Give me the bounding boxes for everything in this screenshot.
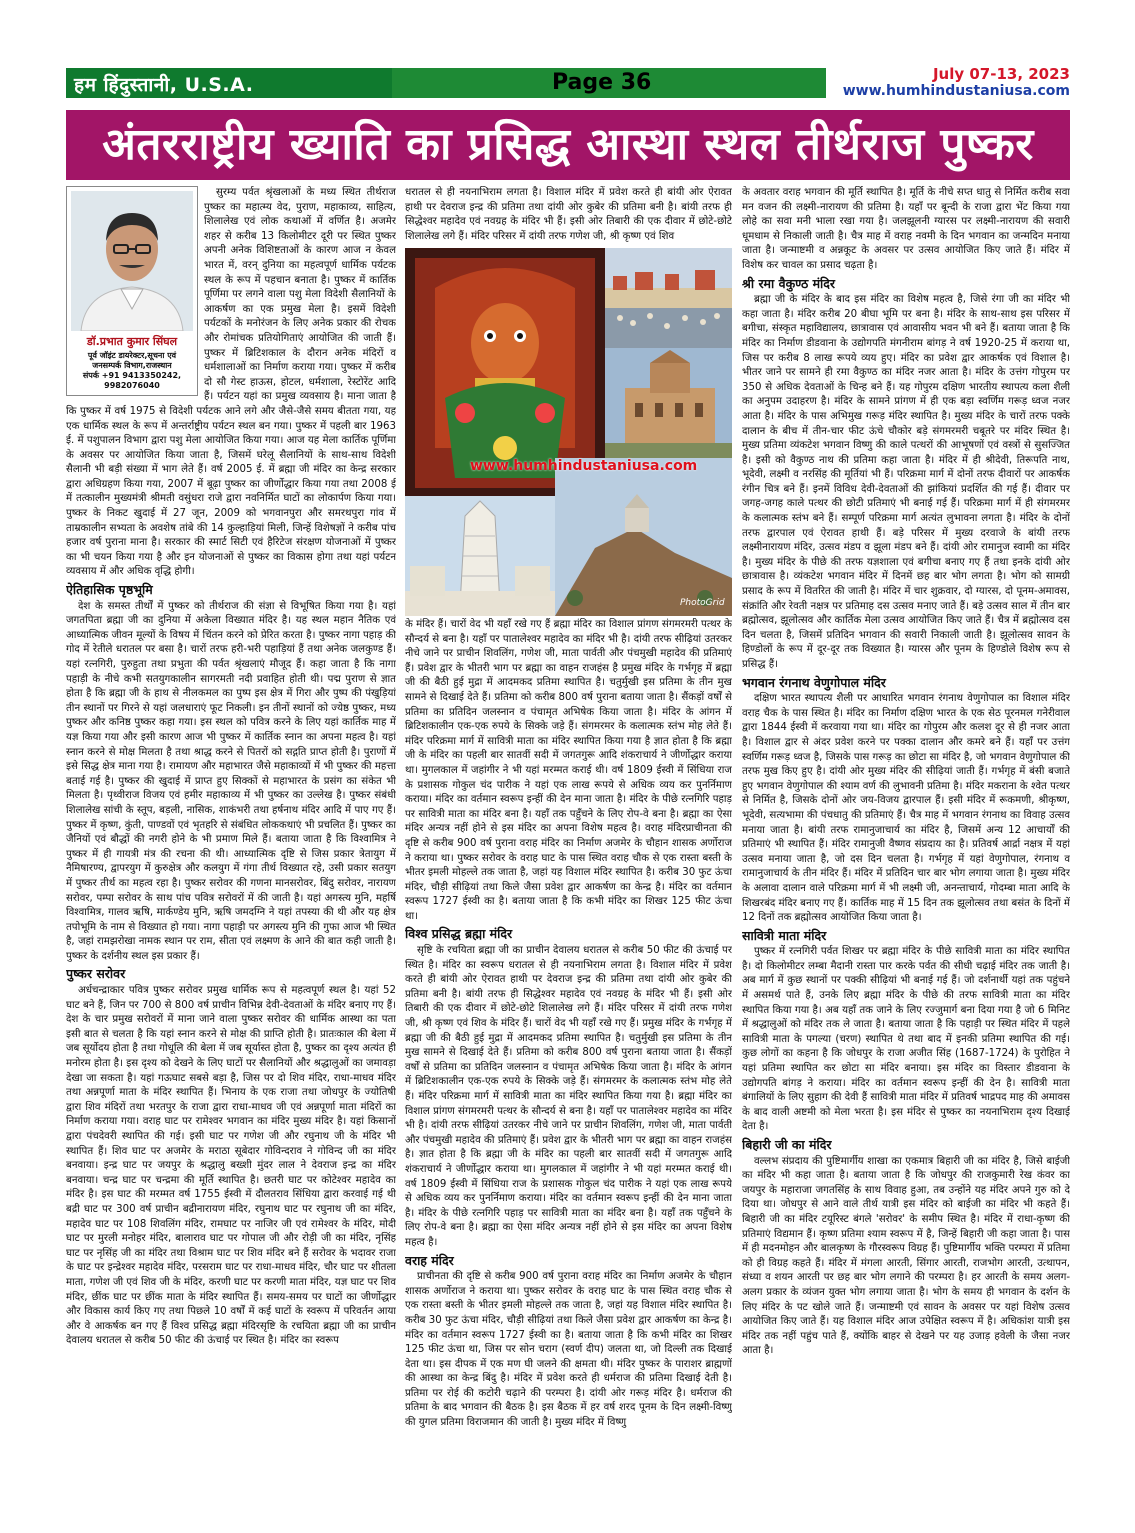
author-box [66, 186, 198, 396]
history-paragraph: देश के समस्त तीर्थों में पुष्कर को तीर्थराज की संज्ञा से विभूषित किया गया है। यहां जगतपिता ब्रह्मा जी का दुनिया में अकेला विख्यात मंदिर है। यह स्थल महान नैतिक एवं आध्यात्मिक जीवन मूल्यों के विषय में चिंतन करने को प्रेरित करता है। पुष्कर नागा पहाड़ की गोद में रेतीले धरातल पर बसा है। चारों तरफ हरी-भरी पहाड़ियां हैं तथा अनेक जलकुण्ड हैं। यहां रत्नगिरी, पुरुहुता तथा प्रभुता की पर्वत श्रृंखलाएं मौजूद हैं। कहा जाता है कि नागा पहाड़ी के नीचे कभी सतयुगकालीन सागरमती नदी प्रवाहित होती थी। पद्म पुराण से ज्ञात होता है कि ब्रह्मा जी के हाथ से नीलकमल का पुष्प इस क्षेत्र में गिरा और पुष्प की पंखुड़ियां तीन स्थानों पर गिरने से यहां जलधाराएं फूट निकली। इन तीनों स्थानों को ज्येष्ठ पुष्कर, मध्य पुष्कर और कनिष्ठ पुष्कर कहा गया। इस स्थल को पवित्र करने के लिए यहां कार्तिक माह में यज्ञ किया गया और इसी कारण आज भी पुष्कर में कार्तिक स्नान का अपना महत्व है। यहां स्नान करने से मोक्ष मिलता है तथा श्राद्ध करने से पितरों को सद्गति प्राप्त होती है। पुराणों में इसे सिद्ध क्षेत्र माना गया है। रामायण और महाभारत जैसे महाकाव्यों में भी पुष्कर की महत्ता बताई गई है। पुष्कर की खुदाई में प्राप्त हुए सिक्कों से महाभारत के प्रसंग का संकेत भी मिलता है। पृथ्वीराज विजय एवं हमीर महाकाव्य में भी पुष्कर का उल्लेख है। पुष्कर संबंधी शिलालेख सांची के स्तूप, बड़ली, नासिक, शाकंभरी तथा हर्षनाथ मंदिर आदि में पाए गए हैं। पुष्कर में कृष्ण, कुंती, पाण्डवों एवं भृतहरि से संबंधित लोककथाएं भी प्रचलित हैं। पुष्कर का जैनियों एवं बौद्धों की नगरी होने के भी प्रमाण मिले हैं। बताया जाता है कि विश्वामित्र ने पुष्कर में ही गायत्री मंत्र की रचना की थी। आध्यात्मिक दृष्टि से जिस प्रकार त्रेतायुग में नैमिषारण्य, द्वापरयुग में कुरुक्षेत्र और कलयुग में गंगा तीर्थ विख्यात रहे, उसी प्रकार सतयुग में पुष्कर तीर्थ का महत्व रहा है। पुष्कर सरोवर की गणना मानसरोवर, बिंदु सरोवर, नारायण सरोवर, पम्पा सरोवर के साथ पांच पवित्र सरोवरों में की जाती है। यहां अगस्त्य मुनि, महर्षि विश्वामित्र, गालव ऋषि, मार्कण्डेय मुनि, ऋषि जमदग्नि ने यहां तपस्या की थी और यह क्षेत्र तपोभूमि के नाम से विख्यात हो गया। नागा पहाड़ी पर अगस्त्य मुनि की गुफा आज भी स्थित है, जहां रामझरोखा नामक स्थान पर राम, सीता एवं लक्ष्मण के आने की बात कही जाती है। पुष्कर के दर्शनीय स्थल इस प्रकार हैं। [66, 600, 396, 962]
author-photo [71, 191, 193, 331]
subhead-savitri: सावित्री माता मंदिर [742, 927, 827, 943]
column-3-paragraph-0: के अवतार वराह भगवान की मूर्ति स्थापित है। मूर्ति के नीचे सप्त धातु से निर्मित करीब सवा मन वजन की लक्ष्मी-नारायण की प्रतिमा है। यहाँ पर बून्दी के राजा द्वारा भेंट किया गया लोहे का सवा मनी भाला रखा गया है। जलझूलनी ग्यारस पर लक्ष्मी-नारायण की सवारी धूमधाम से निकाली जाती है। चैत्र माह में वराह नवमी के दिन भगवान का जन्मदिन मनाया जाता है। जन्माष्टमी व अन्नकूट के अवसर पर उत्सव आयोजित किए जाते हैं। मंदिर में विशेष कर चावल का प्रसाद चढ़ता है। [742, 187, 1070, 271]
intro-paragraph: सुरम्य पर्वत श्रृंखलाओं के मध्य स्थित तीर्थराज पुष्कर का महात्म्य वेद, पुराण, महाकाव्य, साहित्य, शिलालेख एवं लोक कथाओं में वर्णित है। अजमेर शहर से करीब 13 किलोमीटर दूरी पर स्थित पुष्कर अपनी अनेक विशिष्टताओं के कारण आज न केवल भारत में, वरन् दुनिया का महत्वपूर्ण धार्मिक पर्यटक स्थल के रूप में पहचान बनाता है। पुष्कर में कार्तिक पूर्णिमा पर लगने वाला पशु मेला विदेशी सैलानियों के आकर्षण का एक प्रमुख मेला है। इसमें विदेशी पर्यटकों के मनोरंजन के लिए अनेक प्रकार की रोचक और रोमांचक प्रतियोगिताएं आयोजित की जाती हैं। पुष्कर में ब्रिटिशकाल के दौरान अनेक मंदिरों व धर्मशालाओं का निर्माण कराया गया। पुष्कर में करीब दो सौ गेस्ट हाऊस, होटल, धर्मशाला, रेस्टोरेंट आदि हैं। पर्यटन यहां का प्रमुख व्यवसाय है। माना जाता है कि पुष्कर में वर्ष 1975 से विदेशी पर्यटक आने लगे और जैसे-जैसे समय बीतता गया, यह एक धार्मिक स्थल के रूप में अन्तर्राष्ट्रीय पर्यटन स्थल बन गया। पुष्कर में पहली बार 1963 ई. में पशुपालन विभाग द्वारा पशु मेला आयोजित किया गया। आज यह मेला कार्तिक पूर्णिमा के अवसर पर आयोजित किया जाता है, जिसमें घरेलू सैलानियों के साथ-साथ विदेशी सैलानी भी बड़ी संख्या में भाग लेते हैं। वर्ष 2005 ई. में ब्रह्मा जी मंदिर का केन्द्र सरकार द्वारा अधिग्रहण किया गया, 2007 में बूढ़ा पुष्कर का जीर्णोद्धार किया गया तथा 2008 ई में तत्कालीन मुख्यमंत्री श्रीमती वसुंधरा राजे द्वारा नवनिर्मित घाटों का लोकार्पण किया गया। पुष्कर के निकट खुदाई में 27 जून, 2009 को भगवानपुरा और समरथपुरा गांव में ताम्रकालीन सभ्यता के अवशेष तांबे की 14 कुल्हाड़ियां मिली, जिन्हें विशेषज्ञों ने करीब पांच हजार वर्ष पुराना माना है। सरकार की स्मार्ट सिटी एवं हैरिटेज संरक्षण योजनाओं में पुष्कर का भी चयन किया गया है और इन योजनाओं से पुष्कर का विकास होगा तथा यहां पर्यटन व्यवसाय में और अधिक वृद्धि होगी। [66, 187, 396, 578]
author-role-line-2: जनसम्पर्क विभाग,राजस्थान [92, 361, 172, 370]
article-column-2 [405, 618, 732, 1476]
author-role-line-1: पूर्व जॉइंट डायरेक्टर,सूचना एवं [87, 351, 177, 360]
column-2-top-paragraph: धरातल से ही नयनाभिराम लगता है। विशाल मंदिर में प्रवेश करते ही बांयी ओर ऐरावत हाथी पर देवराज इन्द्र की प्रतिमा तथा दांयी ओर कुबेर की प्रतिमा बनी है। बांयी तरफ ही सिद्धेश्वर महादेव एवं नवग्रह के मंदिर भी हैं। इसी ओर तिबारी की एक दीवार में छोटे-छोटे शिलालेख लगे हैं। मंदिर परिसर में दांयी तरफ गणेश जी, श्री कृष्ण एवं शिव [405, 187, 732, 242]
hill-temple-photo [555, 458, 732, 616]
varah-temple-paragraph: प्राचीनता की दृष्टि से करीब 900 वर्ष पुराना वराह मंदिर का निर्माण अजमेर के चौहान शासक अर्णोराज ने कराया था। पुष्कर सरोवर के वराह घाट के पास स्थित वराह चौक से एक रास्ता बस्ती के भीतर इमली मोहल्ले तक जाता है, जहां यह विशाल मंदिर स्थापित है। करीब 30 फुट ऊंचा मंदिर, चौड़ी सीढ़ियां तथा किले जैसा प्रवेश द्वार आकर्षण का केन्द्र है। मंदिर का वर्तमान स्वरूप 1727 ईस्वी का है। बताया जाता है कि कभी मंदिर का शिखर 125 फीट ऊंचा था, जिस पर सोन चराग (स्वर्ण दीप) जलता था, जो दिल्ली तक दिखाई देता था। इस दीपक में एक मण घी जलने की क्षमता थी। मंदिर पुष्कर के पाराशर ब्राह्मणों की आस्था का केन्द्र बिंदु है। मंदिर में प्रवेश करते ही धर्मराज की प्रतिमा दिखाई देती है। प्रतिमा पर रोई की कटोरी चढ़ाने की परम्परा है। दांयी ओर गरूड़ मंदिर है। धर्मराज की प्रतिमा के बाद भगवान की बैठक है। इस बैठक में हर वर्ष शरद पूनम के दिन लक्ष्मी-विष्णु की युगल प्रतिमा विराजमान की जाती है। मुख्य मंदिर में विष्णु [405, 1271, 732, 1429]
photo-credit: PhotoGrid [680, 598, 725, 608]
top-strip [66, 66, 1070, 100]
date-block [830, 66, 1070, 99]
subhead-sarovar: पुष्कर सरोवर [66, 966, 126, 982]
article-column-2-top [405, 186, 732, 242]
article-column-3 [742, 186, 1070, 1476]
subhead-rangnath: भगवान रंगनाथ वेणुगोपाल मंदिर [742, 674, 886, 690]
rangnath-paragraph: दक्षिण भारत स्थापत्य शैली पर आधारित भगवान रंगनाथ वेणुगोपाल का विशाल मंदिर वराह चैक के पास स्थित है। मंदिर का निर्माण दक्षिण भारत के एक सेठ पूरनमल गनेरीवाल द्वारा 1844 ईस्वी में करवाया गया था। मंदिर का गोपुरम और कलश दूर से ही नजर आता है। विशाल द्वार से अंदर प्रवेश करने पर पक्का दालान और कमरे बने हैं। यहाँ पर उत्तंग स्वर्णिम गरूड़ ध्वज है, जिसके पास गरूड़ का छोटा सा मंदिर है, जो भगवान वेणुगोपाल की तरफ मुख किए हुए है। दांयी ओर मुख्य मंदिर की सीढ़ियां जाती हैं। गर्भगृह में बंसी बजाते हुए भगवान वेणुगोपाल की श्याम वर्ण की लुभावनी प्रतिमा है। मंदिर मकराना के श्वेत पत्थर से निर्मित है, जिसके दोनों ओर जय-विजय द्वारपाल हैं। इसी मंदिर में रूकमणी, श्रीकृष्ण, भूदेवी, सत्यभामा की पंचधातु की प्रतिमाएं हैं। चैत्र माह में भगवान रंगनाथ का विवाह उत्सव मनाया जाता है। बांयी तरफ रामानुजाचार्य का मंदिर है, जिसमें अन्य 12 आचार्यों की प्रतिमाएं भी स्थापित हैं। मंदिर रामानुजी वैष्णव संप्रदाय का है। प्रतिवर्ष आर्द्रा नक्षत्र में यहां उत्सव मनाया जाता है, जो दस दिन चलता है। गर्भगृह में यहां वेणुगोपाल, रंगनाथ व रामानुजाचार्य के तीन मंदिर हैं। मंदिर में प्रतिदिन चार बार भोग लगाया जाता है। मुख्य मंदिर के अलावा दालान वाले परिक्रमा मार्ग में भी लक्ष्मी जी, अनन्ताचार्य, गोदम्बा माता आदि के शिखरबंद मंदिर बनाए गए हैं। कार्तिक माह में 15 दिन तक झूलोत्सव तथा बसंत के दिनों में 12 दिनों तक ब्रह्मोत्सव आयोजित किया जाता है। [742, 693, 1070, 924]
collage-watermark: www.humhindustaniusa.com [470, 458, 698, 474]
author-name: डॉ.प्रभात कुमार सिंघल [86, 335, 178, 348]
article-column-1 [66, 186, 396, 1476]
issue-date: July 07-13, 2023 [932, 65, 1070, 83]
photo-collage [405, 248, 732, 616]
headline: अंतरराष्ट्रीय ख्याति का प्रसिद्ध आस्था स्थल तीर्थराज पुष्कर [66, 110, 1070, 180]
author-contact: संपर्क +91 9413350242, 9982076040 [82, 371, 182, 390]
subhead-rama-vaikunth: श्री रमा वैकुण्ठ मंदिर [742, 275, 836, 291]
ghat-crowd-photo [605, 248, 732, 348]
subhead-history: ऐतिहासिक पृष्ठभूमि [66, 582, 153, 598]
temple-building-photo [605, 348, 732, 458]
rama-vaikunth-paragraph: ब्रह्मा जी के मंदिर के बाद इस मंदिर का विशेष महत्व है, जिसे रंगा जी का मंदिर भी कहा जाता है। मंदिर करीब 20 बीघा भूमि पर बना है। मंदिर के साथ-साथ इस परिसर में बगीचा, संस्कृत महाविद्यालय, छात्रावास एवं आवासीय भवन भी बने हैं। बताया जाता है कि मंदिर का निर्माण डीडवाना के उद्योगपति मंगनीराम बांगड़ ने वर्ष 1920-25 में कराया था, जिस पर करीब 8 लाख रूपये व्यय हुए। मंदिर का प्रवेश द्वार आकर्षक एवं विशाल है। भीतर जाने पर सामने ही रमा वैकुण्ठ का मंदिर नजर आता है। मंदिर के उत्तंग गोपुरम पर 350 से अधिक देवताओं के चिन्ह बने हैं। यह गोपुरम दक्षिण भारतीय स्थापत्य कला शैली का अनुपम उदाहरण है। मंदिर के सामने प्रांगण में ही एक बड़ा स्वर्णिम गरूड़ ध्वज नजर आता है। मंदिर के पास अभिमुख गरूड़ मंदिर स्थापित है। मुख्य मंदिर के चारों तरफ पक्के दालान के बीच में तीन-चार फीट ऊंचे चौकोर बड़े संगमरमरी चबूतरे पर मंदिर स्थित है। मुख्य प्रतिमा व्यंकटेश भगवान विष्णु की काले पत्थरों की आभूषणों एवं वस्त्रों से सुसज्जित है। इसी को वैकुण्ठ नाथ की प्रतिमा कहा जाता है। मंदिर में ही श्रीदेवी, तिरूपति नाथ, भूदेवी, लक्ष्मी व नरसिंह की मूर्तियां भी हैं। परिक्रमा मार्ग में दोनों तरफ दीवारों पर आकर्षक रंगीन चित्र बने हैं। इनमें विविध देवी-देवताओं की झांकियां प्रदर्शित की गई हैं। दीवार पर जगह-जगह काले पत्थर की छोटी प्रतिमाएं भी बनाई गई हैं। परिक्रमा मार्ग में ही संगमरमर के कलात्मक स्तंभ बने हैं। सम्पूर्ण परिक्रमा मार्ग अत्यंत लुभावना लगता है। मंदिर के दोनों तरफ द्वारपाल एवं ऐरावत हाथी हैं। बड़े परिसर में मुख्य दरवाजे के बांयी तरफ लक्ष्मीनारायण मंदिर, उत्सव मंडप व झूला मंडप बने हैं। दांयी ओर रामानुज स्वामी का मंदिर है। मुख्य मंदिर के पीछे की तरफ यज्ञशाला एवं बगीचा बनाए गए हैं तथा इनके दांयी ओर छात्रावास है। व्यंकटेश भगवान मंदिर में दिनमें छह बार भोग लगता है। भोग को सामग्री प्रसाद के रूप में वितरित की जाती है। मंदिर में चार शुक्रवार, दो ग्यारस, दो पूनम-अमावस, संक्रांति और रेवती नक्षत्र पर प्रतिमाह दस उत्सव मनाए जाते हैं। बड़े उत्सव साल में तीन बार ब्रह्मोत्सव, झूलोत्सव और कार्तिक मेला उत्सव आयोजित किए जाते हैं। चैत्र में ब्रह्मोत्सव दस दिन चलता है, जिसमें प्रतिदिन भगवान की सवारी निकाली जाती है। झूलोत्सव सावन के हिण्डोलों के रूप में दूर-दूर तक विख्यात है। ग्यारस और पूनम के हिण्डोले विशेष रूप से प्रसिद्ध हैं। [742, 294, 1070, 670]
gopuram-photo [405, 496, 555, 616]
page-number: Page 36 [392, 68, 826, 98]
portrait-icon [71, 191, 193, 331]
masthead: हम हिंदुस्तानी, U.S.A. [66, 68, 392, 98]
bihari-paragraph: वल्लभ संप्रदाय की पुष्टिमार्गीय शाखा का एकमात्र बिहारी जी का मंदिर है, जिसे बाईजी का मंदिर भी कहा जाता है। बताया जाता है कि जोधपुर की राजकुमारी रेख कंवर का जयपुर के महाराजा जगतसिंह के साथ विवाह हुआ, तब उन्होंने यह मंदिर अपने गुरु को दे दिया था। जोधपुर से आने वाले तीर्थ यात्री इस मंदिर को बाईजी का मंदिर भी कहते हैं। बिहारी जी का मंदिर टयूरिस्ट बंगले 'सरोवर' के समीप स्थित है। मंदिर में राधा-कृष्ण की प्रतिमाएं विद्यमान हैं। कृष्ण प्रतिमा श्याम स्वरूप में है, जिन्हें बिहारी जी कहा जाता है। पास में ही मदनमोहन और बालकृष्ण के गौरस्वरूप विग्रह हैं। पुष्टिमार्गीय भक्ति परम्परा में प्रतिमा को ही विग्रह कहते हैं। मंदिर में मंगला आरती, सिंगार आरती, राजभोग आरती, उत्थापन, संध्या व शयन आरती पर छह बार भोग लगाने की परम्परा है। हर आरती के समय अलग-अलग प्रकार के व्यंजन युक्त भोग लगाया जाता है। भोग के समय ही भगवान के दर्शन के लिए मंदिर के पट खोले जाते हैं। जन्माष्टमी एवं सावन के अवसर पर यहां विशेष उत्सव आयोजित किए जाते हैं। यह विशाल मंदिर आज उपेक्षित स्वरूप में है। अधिकांश यात्री इस मंदिर तक नहीं पहुंच पाते हैं, क्योंकि बाहर से देखने पर यह उजाड़ हवेली के जैसा नजर आता है। [742, 1155, 1070, 1357]
website-link[interactable]: www.humhindustaniusa.com [842, 83, 1070, 99]
subhead-bihari: बिहारी जी का मंदिर [742, 1137, 832, 1152]
brahma-temple-paragraph: सृष्टि के रचयिता ब्रह्मा जी का प्राचीन देवालय धरातल से करीब 50 फीट की ऊंचाई पर स्थित है। मंदिर का स्वरूप धरातल से ही नयनाभिराम लगता है। विशाल मंदिर में प्रवेश करते ही बांयी ओर ऐरावत हाथी पर देवराज इन्द्र की प्रतिमा तथा दांयी ओर कुबेर की प्रतिमा बनी है। बांयी तरफ ही सिद्धेश्वर महादेव एवं नवग्रह के मंदिर भी हैं। इसी ओर तिबारी की एक दीवार में छोटे-छोटे शिलालेख लगे हैं। मंदिर परिसर में दांयी तरफ गणेश जी, श्री कृष्ण एवं शिव के मंदिर हैं। चारों वेद भी यहाँ रखे गए हैं। प्रमुख मंदिर के गर्भगृह में ब्रह्मा जी की बैठी हुई मुद्रा में आदमकद प्रतिमा स्थापित है। चतुर्मुखी इस प्रतिमा के तीन मुख सामने से दिखाई देते हैं। प्रतिमा को करीब 800 वर्ष पुराना बताया जाता है। सैंकड़ों वर्षों से प्रतिमा का प्रतिदिन जलस्नान व पंचामृत अभिषेक किया जाता है। मंदिर के आंगन में ब्रिटिशकालीन एक-एक रुपये के सिक्के जड़े हैं। संगमरमर के कलात्मक स्तंभ मोह लेते हैं। मंदिर परिक्रमा मार्ग में सावित्री माता का मंदिर स्थापित किया गया है। ब्रह्मा मंदिर का विशाल प्रांगण संगमरमरी पत्थर के सौन्दर्य से बना है। यहाँ पर पातालेश्वर महादेव का मंदिर भी है। दांयी तरफ सीढ़ियां उतरकर नीचे जाने पर प्राचीन शिवलिंग, गणेश जी, माता पार्वती और पंचमुखी महादेव की प्रतिमाएं हैं। प्रवेश द्वार के भीतरी भाग पर ब्रह्मा का वाहन राजहंस है। ज्ञात होता है कि ब्रह्मा जी के मंदिर का पहली बार सातवीं सदी में जगतगुरू आदि शंकराचार्य ने जीर्णोद्धार कराया था। मुगलकाल में जहांगीर ने भी यहां मरम्मत कराई थी। वर्ष 1809 ईस्वी में सिंधिया राज के प्रशासक गोकुल चंद पारीक ने यहां एक लाख रूपये से अधिक व्यय कर पुनर्निमाण कराया। मंदिर का वर्तमान स्वरूप इन्हीं की देन माना जाता है। मंदिर के पीछे रत्नगिरि पहाड़ पर सावित्री माता का मंदिर बना है। यहाँ तक पहुँचने के लिए रोप-वे बना है। ब्रह्मा का ऐसा मंदिर अन्यत्र नहीं होने से इस मंदिर का अपना विशेष महत्व है। [405, 945, 732, 1248]
subhead-varah-temple: वराह मंदिर [405, 1252, 454, 1268]
sarovar-paragraph: अर्धचन्द्राकार पवित्र पुष्कर सरोवर प्रमुख धार्मिक रूप से महत्वपूर्ण स्थल है। यहां 52 घाट बने हैं, जिन पर 700 से 800 वर्ष प्राचीन विभिन्न देवी-देवताओं के मंदिर बनाए गए हैं। देश के चार प्रमुख सरोवरों में माना जाने वाला पुष्कर सरोवर की धार्मिक आस्था का पता इसी बात से चलता है कि यहां स्नान करने से मोक्ष की प्राप्ति होती है। प्रातःकाल की बेला में जब सूर्योदय होता है तथा गोधूलि की बेला में जब सूर्यास्त होता है, पुष्कर का दृश्य अत्यंत ही मनोरम होता है। इस दृश्य को देखने के लिए घाटों पर सैलानियों और श्रद्धालुओं का जमावड़ा देखा जा सकता है। यहां गऊघाट सबसे बड़ा है, जिस पर दो शिव मंदिर, राधा-माधव मंदिर तथा अन्नपूर्णा माता के मंदिर स्थापित हैं। भिनाय के एक राजा तथा जोधपुर के ज्योतिषी द्वारा शिव मंदिरों तथा भरतपुर के राजा द्वारा राधा-माधव जी एवं अन्नपूर्णा माता मंदिरों का निर्माण कराया गया। वराह घाट पर रामेश्वर भगवान का मंदिर मुख्य मंदिर है। यहां किसानों द्वारा पंचदेवरी स्थापित की गई। इसी घाट पर गणेश जी और रघुनाथ जी के मंदिर भी स्थापित हैं। शिव घाट पर अजमेर के मराठा सूबेदार गोविन्दराव ने गोविन्द जी का मंदिर बनवाया। इन्द्र घाट पर जयपुर के श्रद्धालु बख्शी मुंदर लाल ने देवराज इन्द्र का मंदिर बनवाया। चन्द्र घाट पर चन्द्रमा की मूर्ति स्थापित है। छतरी घाट पर कोटेश्वर महादेव का मंदिर है। इस घाट की मरम्मत वर्ष 1755 ईस्वी में दौलतराव सिंधिया द्वारा करवाई गई थी बद्री घाट पर 300 वर्ष प्राचीन बद्रीनारायण मंदिर, रघुनाथ घाट पर रघुनाथ जी का मंदिर, महादेव घाट पर 108 शिवलिंग मंदिर, रामघाट पर नाजिर जी एवं रामेश्वर के मंदिर, मोदी घाट पर मुरली मनोहर मंदिर, बालाराव घाट पर गोपाल जी और रोड़ी जी का मंदिर, नृसिंह घाट पर नृसिंह जी का मंदिर तथा विश्राम घाट पर शिव मंदिर बने हैं सरोवर के भदावर राजा के घाट पर इन्द्रेश्वर महादेव मंदिर, परसराम घाट पर राधा-माधव मंदिर, चौर घाट पर शीतला माता, गणेश जी एवं शिव जी के मंदिर, करणी घाट पर करणी माता मंदिर, यज्ञ घाट पर शिव मंदिर, छींक घाट पर छींक माता के मंदिर स्थापित हैं। समय-समय पर घाटों का जीर्णोद्धार और विकास कार्य किए गए तथा पिछले 10 वर्षों में कई घाटों के स्वरूप में परिवर्तन आया और वे आकर्षक बन गए हैं विश्व प्रसिद्ध ब्रह्मा मंदिरसृष्टि के रचयिता ब्रह्मा जी का प्राचीन देवालय धरातल से करीब 50 फीट की ऊंचाई पर स्थित है। मंदिर का स्वरूप [66, 985, 396, 1347]
savitri-paragraph: पुष्कर में रत्नगिरी पर्वत शिखर पर ब्रह्मा मंदिर के पीछे सावित्री माता का मंदिर स्थापित है। दो किलोमीटर लम्बा मैदानी रास्ता पार करके पर्वत की सीधी चढ़ाई मंदिर तक जाती है। अब मार्ग में कुछ स्थानों पर पक्की सीढ़ियां भी बनाई गई हैं। जो दर्शनार्थी यहां तक पहुंचने में असमर्थ पाते हैं, उनके लिए ब्रह्मा मंदिर के पीछे की तरफ सावित्री माता का मंदिर स्थापित किया गया है। अब यहाँ तक जाने के लिए रज्जुमार्ग बना दिया गया है जो 6 मिनिट में श्रद्धालुओं को मंदिर तक ले जाता है। बताया जाता है कि पहाड़ी पर स्थित मंदिर में पहले सावित्री माता के पगल्या (चरण) स्थापित थे तथा बाद में इनकी प्रतिमा स्थापित की गई। कुछ लोगों का कहना है कि जोधपुर के राजा अजीत सिंह (1687-1724) के पुरोहित ने यहां प्रतिमा स्थापित कर छोटा सा मंदिर बनाया। इस मंदिर का विस्तार डीडवाना के उद्योगपति बांगड़ ने कराया। मंदिर का वर्तमान स्वरूप इन्हीं की देन है। सावित्री माता बंगालियों के लिए सुहाग की देवी हैं सावित्री माता मंदिर में प्रतिवर्ष भाद्रपद माह की अमावस के बाद वाली अष्टमी को मेला भरता है। इस मंदिर से पुष्कर का नयनाभिराम दृश्य दिखाई देता है। [742, 946, 1070, 1133]
author-role [69, 351, 195, 391]
column-2-paragraph-1: के मंदिर हैं। चारों वेद भी यहाँ रखे गए हैं ब्रह्मा मंदिर का विशाल प्रांगण संगमरमरी पत्थर के सौन्दर्य से बना है। यहाँ पर पातालेश्वर महादेव का मंदिर भी है। दांयी तरफ सीढ़ियां उतरकर नीचे जाने पर प्राचीन शिवलिंग, गणेश जी, माता पार्वती और पंचमुखी महादेव की प्रतिमाएं हैं। प्रवेश द्वार के भीतरी भाग पर ब्रह्मा का वाहन राजहंस है प्रमुख मंदिर के गर्भगृह में ब्रह्मा जी की बैठी हुई मुद्रा में आदमकद प्रतिमा स्थापित है। चतुर्मुखी इस प्रतिमा के तीन मुख सामने से दिखाई देते हैं। प्रतिमा को करीब 800 वर्ष पुराना बताया जाता है। सैंकड़ों वर्षों से प्रतिमा का प्रतिदिन जलस्नान व पंचामृत अभिषेक किया जाता है। मंदिर के आंगन में ब्रिटिशकालीन एक-एक रुपये के सिक्के जड़े हैं। संगमरमर के कलात्मक स्तंभ मोह लेते हैं। मंदिर परिक्रमा मार्ग में सावित्री माता का मंदिर स्थापित किया गया है ज्ञात होता है कि ब्रह्मा जी के मंदिर का पहली बार सातवीं सदी में जगतगुरू आदि शंकराचार्य ने जीर्णोद्धार कराया था। मुगलकाल में जहांगीर ने भी यहां मरम्मत कराई थी। वर्ष 1809 ईस्वी में सिंधिया राज के प्रशासक गोकुल चंद पारीक ने यहां एक लाख रूपये से अधिक व्यय कर पुनर्निमाण कराया। मंदिर का वर्तमान स्वरूप इन्हीं की देन माना जाता है। मंदिर के पीछे रत्नगिरि पहाड़ पर सावित्री माता का मंदिर बना है। यहाँ तक पहुँचने के लिए रोप-वे बना है। ब्रह्मा का ऐसा मंदिर अन्यत्र नहीं होने से इस मंदिर का अपना विशेष महत्व है। वराह मंदिरप्राचीनता की दृष्टि से करीब 900 वर्ष पुराना वराह मंदिर का निर्माण अजमेर के चौहान शासक अर्णोराज ने कराया था। पुष्कर सरोवर के वराह घाट के पास स्थित वराह चौक से एक रास्ता बस्ती के भीतर इमली मोहल्ले तक जाता है, जहां यह विशाल मंदिर स्थापित है। करीब 30 फुट ऊंचा मंदिर, चौड़ी सीढ़ियां तथा किले जैसा प्रवेश द्वार आकर्षण का केन्द्र है। मंदिर का वर्तमान स्वरूप 1727 ईस्वी का है। बताया जाता है कि कभी मंदिर का शिखर 125 फीट ऊंचा था। [405, 619, 732, 922]
subhead-brahma-temple: विश्व प्रसिद्ध ब्रह्मा मंदिर [405, 926, 513, 942]
